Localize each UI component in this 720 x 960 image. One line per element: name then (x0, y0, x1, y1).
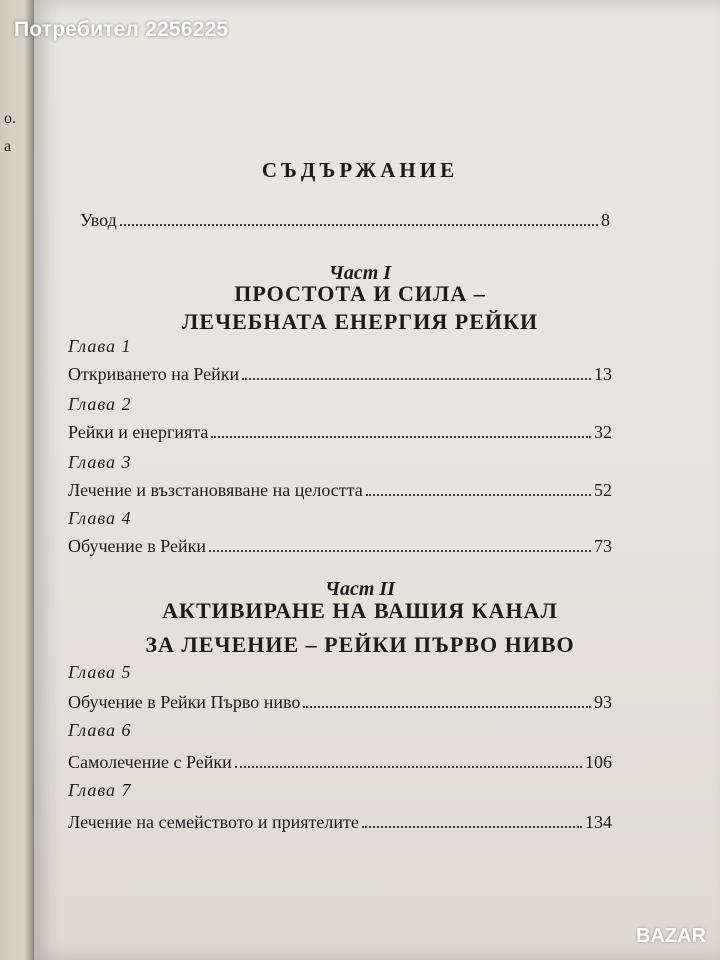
chapter-page-number: 93 (594, 692, 612, 712)
chapter-7-entry (68, 812, 612, 833)
chapter-3-label: Глава 3 (68, 452, 132, 472)
dot-leader (362, 826, 582, 828)
chapter-1-label: Глава 1 (68, 336, 132, 356)
chapter-page-number: 13 (594, 364, 612, 384)
chapter-title: Лечение и възстановяване на целостта (68, 480, 363, 500)
chapter-6-entry (68, 752, 612, 773)
dot-leader (120, 224, 598, 226)
chapter-6-label: Глава 6 (68, 720, 132, 740)
chapter-title: Лечение на семейството и приятелите (68, 812, 359, 832)
part-2-title-line2: ЗА ЛЕЧЕНИЕ – РЕЙКИ ПЪРВО НИВО (145, 632, 575, 657)
dot-leader (366, 494, 591, 496)
dot-leader (242, 378, 591, 380)
intro-page-number: 8 (601, 210, 610, 230)
chapter-title: Обучение в Рейки Първо ниво (68, 692, 301, 712)
chapter-page-number: 73 (594, 536, 612, 556)
part-1-title-line2: ЛЕЧЕБНАТА ЕНЕРГИЯ РЕЙКИ (181, 309, 539, 334)
chapter-page-number: 52 (594, 480, 612, 500)
left-page-text-fragment: о. (4, 110, 16, 127)
chapter-7-label: Глава 7 (68, 780, 132, 800)
chapter-page-number: 134 (585, 812, 612, 832)
chapter-page-number: 32 (594, 422, 612, 442)
bazar-logo: BAZAR (636, 925, 706, 947)
toc-intro-entry (80, 210, 610, 231)
chapter-3-entry (68, 480, 612, 501)
chapter-4-label: Глава 4 (68, 508, 132, 528)
chapter-title: Обучение в Рейки (68, 536, 207, 556)
part-2-title-line1: АКТИВИРАНЕ НА ВАШИЯ КАНАЛ (162, 598, 558, 623)
dot-leader (209, 550, 591, 552)
chapter-title: Самолечение с Рейки (68, 752, 232, 772)
part-2-label: Част II (325, 578, 395, 600)
chapter-5-label: Глава 5 (68, 662, 132, 682)
chapter-title: Рейки и енергията (68, 422, 209, 442)
chapter-2-label: Глава 2 (68, 394, 132, 414)
dot-leader (211, 436, 591, 438)
dot-leader (303, 706, 591, 708)
chapter-2-entry (68, 422, 612, 443)
dot-leader (235, 766, 582, 768)
left-page-text-fragment: а (4, 138, 12, 155)
chapter-1-entry (68, 364, 612, 385)
part-1-label: Част I (328, 262, 392, 284)
chapter-page-number: 106 (585, 752, 612, 772)
chapter-4-entry (68, 536, 612, 557)
chapter-title: Откриването на Рейки (68, 364, 240, 384)
intro-title: Увод (80, 210, 117, 230)
user-watermark: Потребител 2256225 (14, 18, 229, 41)
chapter-5-entry (68, 692, 612, 713)
toc-heading: СЪДЪРЖАНИЕ (261, 158, 459, 182)
left-page-edge (0, 0, 34, 960)
part-1-title-line1: ПРОСТОТА И СИЛА – (234, 281, 486, 306)
